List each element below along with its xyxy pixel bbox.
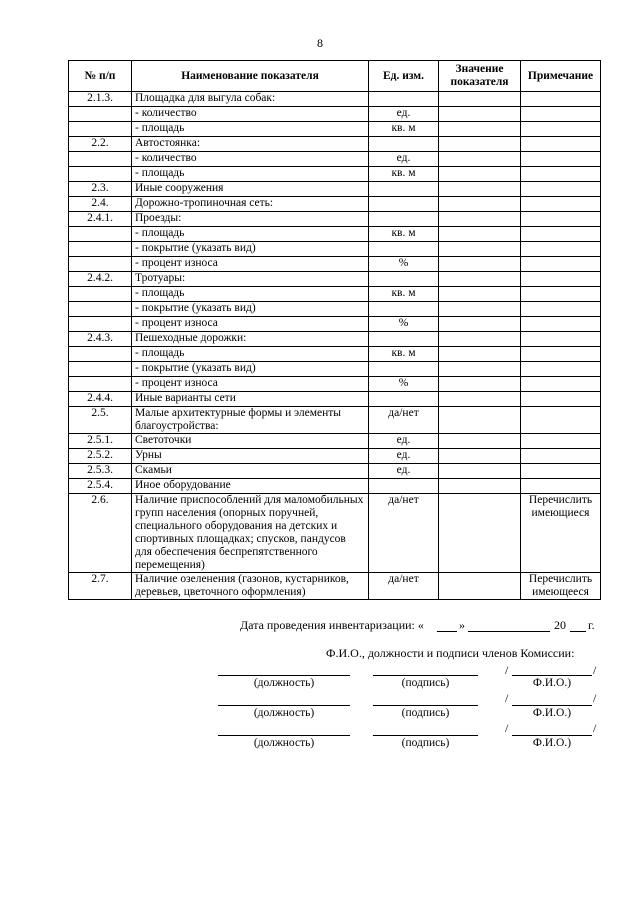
header-value: Значение показателя	[439, 61, 521, 92]
row-indicator-name: Иное оборудование	[132, 479, 369, 494]
row-value[interactable]	[439, 137, 521, 152]
position-line[interactable]	[218, 735, 350, 736]
row-note	[521, 347, 601, 362]
row-value[interactable]	[439, 182, 521, 197]
row-indicator-name: - покрытие (указать вид)	[132, 242, 369, 257]
name-slash-close: /	[593, 721, 597, 735]
table-row	[69, 494, 601, 573]
inventory-date-quote-close: »	[459, 618, 465, 632]
signature-line[interactable]	[373, 735, 478, 736]
row-unit: кв. м	[369, 227, 439, 242]
row-number	[69, 362, 132, 377]
table-row	[69, 92, 601, 107]
row-indicator-name: Урны	[132, 449, 369, 464]
row-unit: %	[369, 257, 439, 272]
row-note	[521, 332, 601, 347]
row-value[interactable]	[439, 434, 521, 449]
table-row	[69, 137, 601, 152]
row-indicator-name: - покрытие (указать вид)	[132, 362, 369, 377]
table-row	[69, 212, 601, 227]
table-row	[69, 167, 601, 182]
row-value[interactable]	[439, 227, 521, 242]
row-indicator-name: - площадь	[132, 287, 369, 302]
name-slash-open: /	[505, 691, 509, 705]
row-note	[521, 449, 601, 464]
table-row	[69, 257, 601, 272]
row-note	[521, 407, 601, 434]
row-note	[521, 182, 601, 197]
row-indicator-name: - процент износа	[132, 257, 369, 272]
row-value[interactable]	[439, 257, 521, 272]
row-unit: ед.	[369, 107, 439, 122]
row-note	[521, 464, 601, 479]
row-indicator-name: Тротуары:	[132, 272, 369, 287]
row-value[interactable]	[439, 242, 521, 257]
header-number: № п/п	[69, 61, 132, 92]
row-value[interactable]	[439, 107, 521, 122]
row-number	[69, 152, 132, 167]
row-indicator-name: - процент износа	[132, 317, 369, 332]
row-value[interactable]	[439, 449, 521, 464]
row-value[interactable]	[439, 197, 521, 212]
row-value[interactable]	[439, 464, 521, 479]
row-unit: кв. м	[369, 287, 439, 302]
position-line[interactable]	[218, 705, 350, 706]
inventory-date-label: Дата проведения инвентаризации: «	[240, 618, 424, 632]
row-indicator-name: - покрытие (указать вид)	[132, 302, 369, 317]
row-note: Перечислить имеющиеся	[521, 494, 601, 573]
row-value[interactable]	[439, 212, 521, 227]
row-note	[521, 287, 601, 302]
row-note	[521, 137, 601, 152]
row-note	[521, 302, 601, 317]
row-unit	[369, 242, 439, 257]
row-number	[69, 227, 132, 242]
table-row	[69, 122, 601, 137]
table-row	[69, 347, 601, 362]
row-number: 2.4.	[69, 197, 132, 212]
row-number: 2.4.1.	[69, 212, 132, 227]
row-unit	[369, 92, 439, 107]
header-note: Примечание	[521, 61, 601, 92]
name-slash-open: /	[505, 721, 509, 735]
row-number: 2.5.4.	[69, 479, 132, 494]
row-note	[521, 392, 601, 407]
table-row	[69, 573, 601, 600]
row-unit: ед.	[369, 464, 439, 479]
name-line[interactable]	[512, 705, 592, 706]
row-note: Перечислить имеющееся	[521, 573, 601, 600]
row-indicator-name: - процент износа	[132, 377, 369, 392]
row-unit	[369, 182, 439, 197]
row-number: 2.5.1.	[69, 434, 132, 449]
row-unit: ед.	[369, 152, 439, 167]
table-row	[69, 434, 601, 449]
row-value[interactable]	[439, 302, 521, 317]
row-note	[521, 362, 601, 377]
row-number: 2.2.	[69, 137, 132, 152]
row-value[interactable]	[439, 152, 521, 167]
row-number	[69, 122, 132, 137]
row-number	[69, 107, 132, 122]
row-unit: да/нет	[369, 407, 439, 434]
position-caption: (должность)	[253, 737, 315, 749]
row-value[interactable]	[439, 573, 521, 600]
row-value[interactable]	[439, 407, 521, 434]
row-unit	[369, 137, 439, 152]
row-number: 2.4.4.	[69, 392, 132, 407]
page-number: 8	[317, 36, 323, 50]
table-row	[69, 287, 601, 302]
row-unit	[369, 332, 439, 347]
row-indicator-name: Скамьи	[132, 464, 369, 479]
row-number: 2.5.2.	[69, 449, 132, 464]
table-row	[69, 242, 601, 257]
table-row	[69, 392, 601, 407]
row-number: 2.4.3.	[69, 332, 132, 347]
row-note	[521, 377, 601, 392]
position-caption: (должность)	[253, 677, 315, 689]
row-note	[521, 212, 601, 227]
row-number	[69, 302, 132, 317]
header-indicator-name: Наименование показателя	[132, 61, 369, 92]
row-note	[521, 122, 601, 137]
row-note	[521, 434, 601, 449]
signature-caption: (подпись)	[401, 677, 450, 689]
table-row	[69, 197, 601, 212]
row-unit: кв. м	[369, 167, 439, 182]
name-slash-open: /	[505, 663, 509, 677]
table-row	[69, 377, 601, 392]
row-number	[69, 242, 132, 257]
name-caption: Ф.И.О.)	[532, 677, 572, 689]
table-row	[69, 302, 601, 317]
row-unit: ед.	[369, 434, 439, 449]
row-indicator-name: - площадь	[132, 347, 369, 362]
inventory-date-year-prefix: 20	[554, 618, 566, 632]
row-value[interactable]	[439, 377, 521, 392]
row-indicator-name: Малые архитектурные формы и элементы благоустройства:	[132, 407, 369, 434]
row-indicator-name: Иные сооружения	[132, 182, 369, 197]
row-unit	[369, 212, 439, 227]
row-note	[521, 242, 601, 257]
row-unit: %	[369, 317, 439, 332]
row-number	[69, 257, 132, 272]
signature-caption: (подпись)	[401, 707, 450, 719]
row-unit	[369, 197, 439, 212]
row-number: 2.4.2.	[69, 272, 132, 287]
row-number	[69, 317, 132, 332]
name-slash-close: /	[593, 691, 597, 705]
row-value[interactable]	[439, 272, 521, 287]
table-body	[69, 92, 601, 600]
row-indicator-name: - количество	[132, 152, 369, 167]
row-value[interactable]	[439, 392, 521, 407]
table-row	[69, 182, 601, 197]
row-value[interactable]	[439, 167, 521, 182]
row-note	[521, 227, 601, 242]
table-row	[69, 464, 601, 479]
row-note	[521, 479, 601, 494]
name-caption: Ф.И.О.)	[532, 707, 572, 719]
table-row	[69, 152, 601, 167]
row-number	[69, 167, 132, 182]
row-unit: кв. м	[369, 122, 439, 137]
row-indicator-name: Пешеходные дорожки:	[132, 332, 369, 347]
table-row	[69, 227, 601, 242]
date-month-blank[interactable]	[468, 631, 550, 632]
row-number	[69, 347, 132, 362]
row-indicator-name: Светоточки	[132, 434, 369, 449]
row-unit: кв. м	[369, 347, 439, 362]
name-caption: Ф.И.О.)	[532, 737, 572, 749]
row-note	[521, 317, 601, 332]
row-number: 2.5.3.	[69, 464, 132, 479]
row-number: 2.7.	[69, 573, 132, 600]
inventory-date-year-suffix: г.	[588, 618, 595, 632]
row-value[interactable]	[439, 92, 521, 107]
row-value[interactable]	[439, 287, 521, 302]
table-row	[69, 107, 601, 122]
signature-caption: (подпись)	[401, 737, 450, 749]
row-unit	[369, 362, 439, 377]
header-unit: Ед. изм.	[369, 61, 439, 92]
row-unit: да/нет	[369, 494, 439, 573]
table-row	[69, 407, 601, 434]
inventory-table	[68, 60, 601, 600]
date-year-blank[interactable]	[570, 631, 586, 632]
row-unit	[369, 302, 439, 317]
row-number	[69, 287, 132, 302]
position-caption: (должность)	[253, 707, 315, 719]
row-value[interactable]	[439, 479, 521, 494]
row-indicator-name: - площадь	[132, 227, 369, 242]
table-row	[69, 449, 601, 464]
row-value[interactable]	[439, 332, 521, 347]
position-line[interactable]	[218, 675, 350, 676]
table-header-row	[69, 61, 601, 92]
row-value[interactable]	[439, 362, 521, 377]
table-row	[69, 272, 601, 287]
row-indicator-name: Наличие озеленения (газонов, кустарников, деревьев, цветочного оформления)	[132, 573, 369, 600]
row-indicator-name: Проезды:	[132, 212, 369, 227]
table-row	[69, 317, 601, 332]
row-number	[69, 377, 132, 392]
row-indicator-name: Наличие приспособлений для маломобильных групп населения (опорных поручней, специального оборудования на детских и спортивных площадках; спусков, пандусов для обеспечения беспрепятственного перемещения)	[132, 494, 369, 573]
row-unit	[369, 392, 439, 407]
row-indicator-name: Автостоянка:	[132, 137, 369, 152]
row-unit: ед.	[369, 449, 439, 464]
row-note	[521, 257, 601, 272]
row-indicator-name: - площадь	[132, 122, 369, 137]
row-note	[521, 272, 601, 287]
name-line[interactable]	[512, 675, 592, 676]
row-unit	[369, 479, 439, 494]
table-row	[69, 332, 601, 347]
row-unit: %	[369, 377, 439, 392]
row-indicator-name: Иные варианты сети	[132, 392, 369, 407]
row-note	[521, 152, 601, 167]
row-note	[521, 197, 601, 212]
row-value[interactable]	[439, 494, 521, 573]
row-unit: да/нет	[369, 573, 439, 600]
date-day-blank[interactable]	[437, 631, 457, 632]
row-number: 2.1.3.	[69, 92, 132, 107]
row-indicator-name: Дорожно-тропиночная сеть:	[132, 197, 369, 212]
signature-line[interactable]	[373, 675, 478, 676]
row-number: 2.5.	[69, 407, 132, 434]
row-value[interactable]	[439, 347, 521, 362]
row-indicator-name: - количество	[132, 107, 369, 122]
row-number: 2.3.	[69, 182, 132, 197]
name-line[interactable]	[512, 735, 592, 736]
commission-heading: Ф.И.О., должности и подписи членов Комиссии:	[326, 646, 575, 660]
name-slash-close: /	[593, 663, 597, 677]
row-number: 2.6.	[69, 494, 132, 573]
table-row	[69, 479, 601, 494]
row-indicator-name: - площадь	[132, 167, 369, 182]
signature-line[interactable]	[373, 705, 478, 706]
row-note	[521, 92, 601, 107]
row-unit	[369, 272, 439, 287]
row-indicator-name: Площадка для выгула собак:	[132, 92, 369, 107]
row-value[interactable]	[439, 317, 521, 332]
table-row	[69, 362, 601, 377]
row-value[interactable]	[439, 122, 521, 137]
row-note	[521, 167, 601, 182]
row-note	[521, 107, 601, 122]
